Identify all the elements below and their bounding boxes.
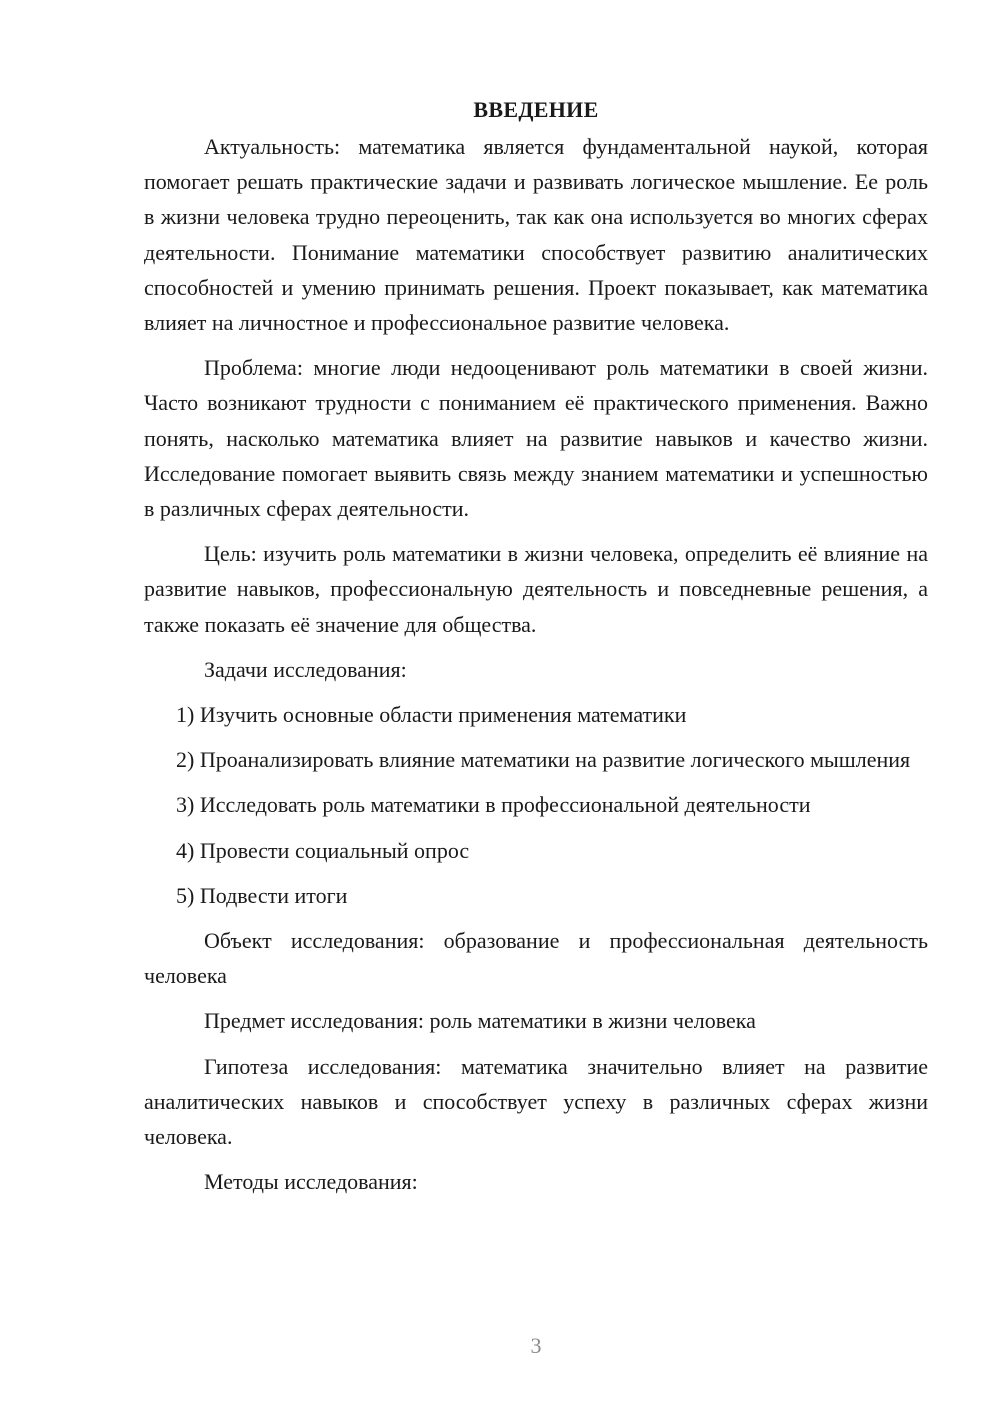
task-item-1: 1) Изучить основные области применения математики: [176, 702, 687, 728]
page-title: ВВЕДЕНИЕ: [473, 97, 599, 122]
task-item-5: 5) Подвести итоги: [176, 882, 348, 908]
task-item-2: 2) Проанализировать влияние математики на развитие логического мышления: [176, 747, 911, 773]
goal-paragraph: Цель: изучить роль математики в жизни человека, определить её влияние на развитие навыков, профессиональную деятельность и повседневные решения, а также показать её значение для общества.: [144, 541, 928, 637]
methods-heading: Методы исследования:: [204, 1169, 418, 1195]
hypothesis-paragraph: Гипотеза исследования: математика значительно влияет на развитие аналитических навыков и способствует успеху в различных сферах жизни человека.: [144, 1053, 928, 1150]
relevance-paragraph: Актуальность: математика является фундаментальной наукой, которая помогает решать практические задачи и развивать логическое мышление. Ее роль в жизни человека трудно переоценить, так как она используется во многих сферах деятельности. Понимание математики способствует развитию аналитических способностей и умению принимать решения. Проект показывает, как математика влияет на личностное и профессиональное развитие человека.: [144, 134, 928, 336]
page-number: 3: [530, 1333, 542, 1358]
object-paragraph: Объект исследования: образование и профессиональная деятельность человека: [144, 928, 928, 989]
subject-paragraph: Предмет исследования: роль математики в жизни человека: [204, 1008, 756, 1034]
problem-paragraph: Проблема: многие люди недооценивают роль математики в своей жизни. Часто возникают трудности с пониманием её практического применения. Важно понять, насколько математика влияет на развитие навыков и качество жизни. Исследование помогает выявить связь между знанием математики и успешностью в различных сферах деятельности.: [144, 355, 928, 522]
tasks-heading: Задачи исследования:: [204, 656, 407, 682]
task-item-4: 4) Провести социальный опрос: [176, 837, 470, 863]
task-item-3: 3) Исследовать роль математики в профессиональной деятельности: [176, 792, 811, 818]
document-page: [144, 92, 928, 1209]
